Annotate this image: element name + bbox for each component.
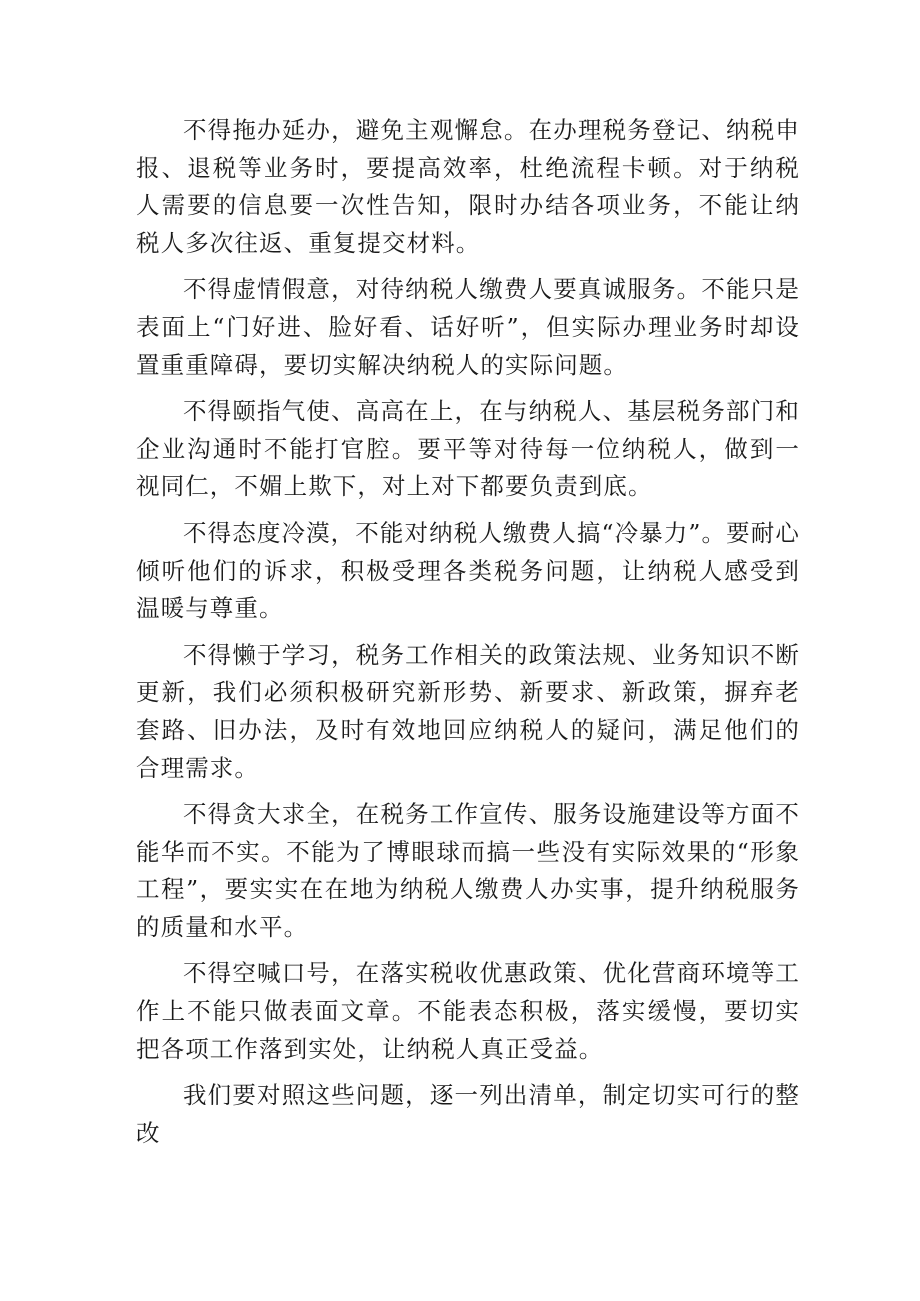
paragraph-sincere-service: 不得虚情假意，对待纳税人缴费人要真诚服务。不能只是表面上“门好进、脸好看、话好听”，但实际办理业务时却设置重重障碍，要切实解决纳税人的实际问题。	[136, 275, 800, 379]
paragraph-keep-learning: 不得懒于学习，税务工作相关的政策法规、业务知识不断更新，我们必须积极研究新形势、新要求、新政策，摒弃老套路、旧办法，及时有效地回应纳税人的疑问，满足他们的合理需求。	[136, 640, 800, 782]
document-body	[136, 112, 800, 1161]
paragraph-no-vanity-projects: 不得贪大求全，在税务工作宣传、服务设施建设等方面不能华而不实。不能为了博眼球而搞一些没有实际效果的“形象工程”，要实实在在地为纳税人缴费人办实事，提升纳税服务的质量和水平。	[136, 800, 800, 941]
paragraph-delay-handling: 不得拖办延办，避免主观懈怠。在办理税务登记、纳税申报、退税等业务时，要提高效率，杜绝流程卡顿。对于纳税人需要的信息要一次性告知，限时办结各项业务，不能让纳税人多次往返、重复提交材料。	[136, 116, 800, 257]
paragraph-rectification-list: 我们要对照这些问题，逐一列出清单，制定切实可行的整改	[136, 1081, 800, 1147]
paragraph-no-empty-slogans: 不得空喊口号，在落实税收优惠政策、优化营商环境等工作上不能只做表面文章。不能表态积极，落实缓慢，要切实把各项工作落到实处，让纳税人真正受益。	[136, 959, 800, 1063]
paragraph-no-indifference: 不得态度冷漠，不能对纳税人缴费人搞“冷暴力”。要耐心倾听他们的诉求，积极受理各类税务问题，让纳税人感受到温暖与尊重。	[136, 518, 800, 623]
paragraph-no-arrogance: 不得颐指气使、高高在上，在与纳税人、基层税务部门和企业沟通时不能打官腔。要平等对待每一位纳税人，做到一视同仁，不媚上欺下，对上对下都要负责到底。	[136, 397, 800, 501]
